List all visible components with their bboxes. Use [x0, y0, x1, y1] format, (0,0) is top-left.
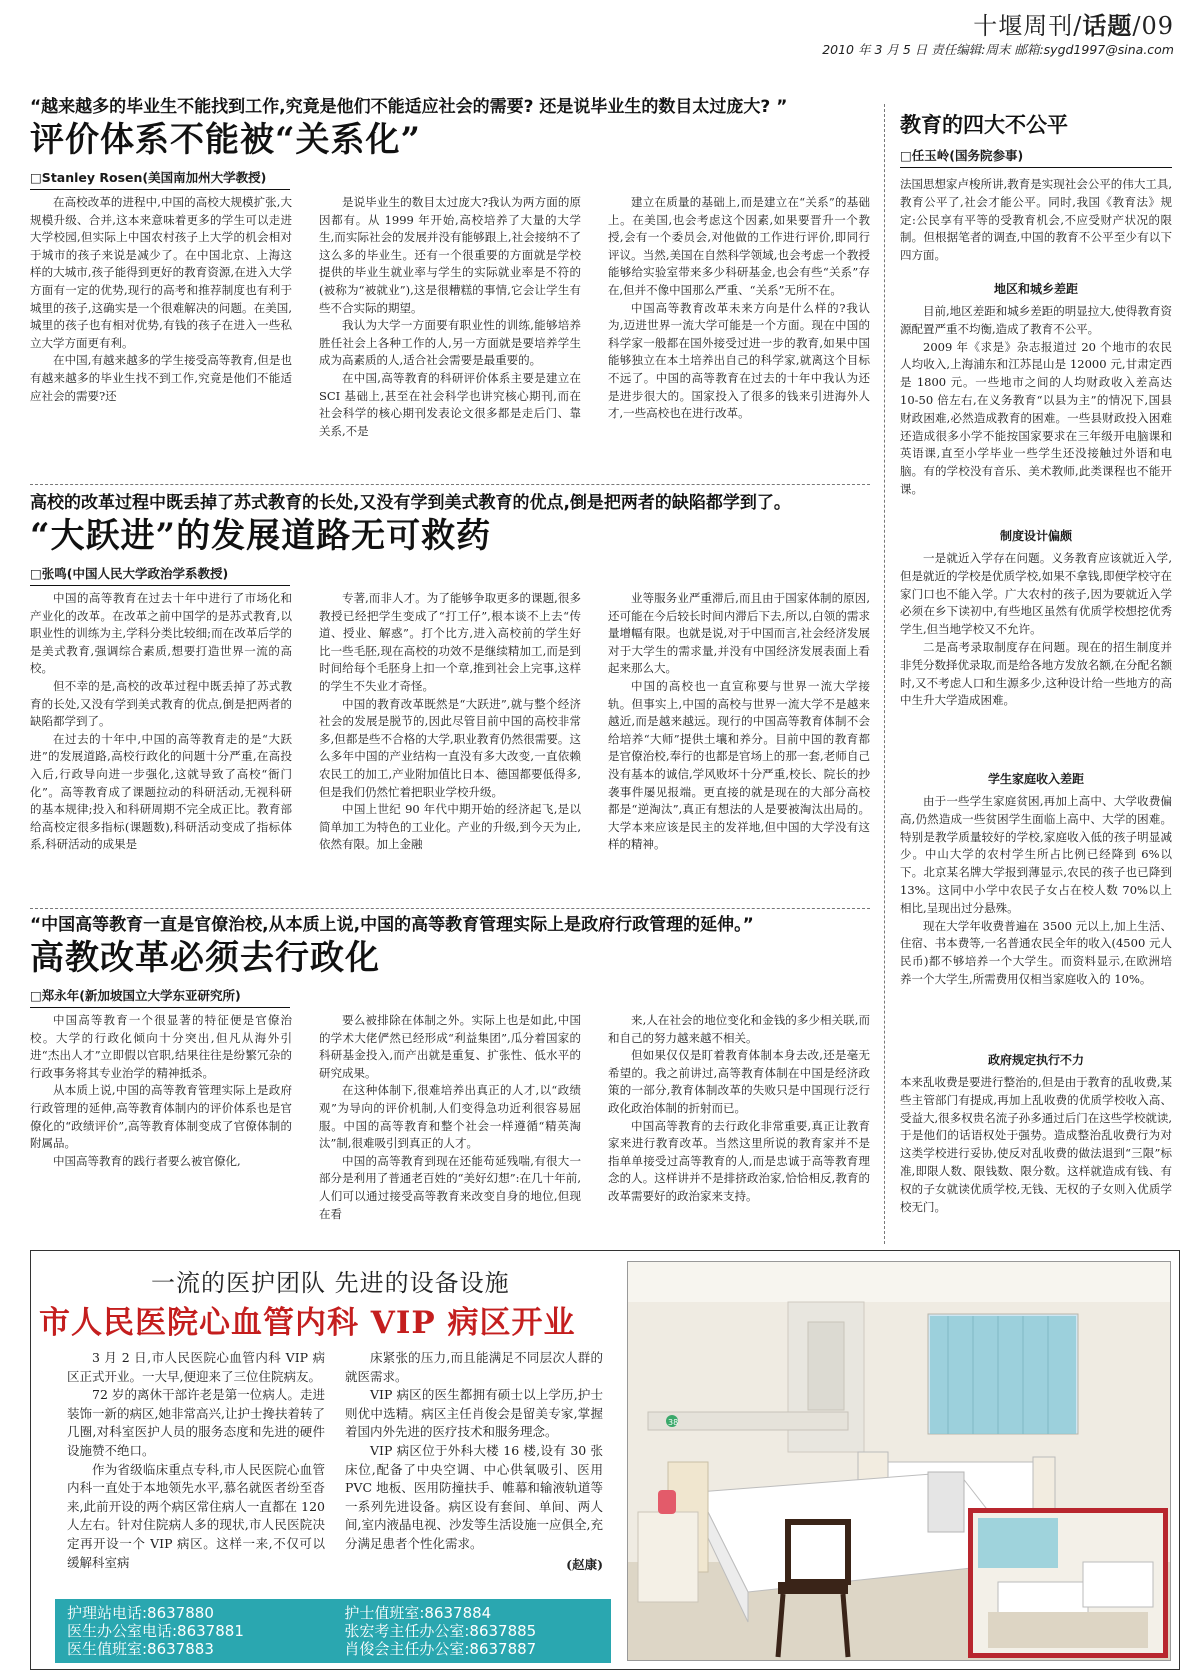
date-editor-line: 2010 年 3 月 5 日 责任编辑:周末 邮箱:sygd1997@sina.com [822, 42, 1174, 57]
contact-director-xiao: 肖俊会主任办公室:8637887 [344, 1640, 537, 1658]
article-column: 业等服务业严重滞后,而且由于国家体制的原因,还可能在今后较长时间内滞后下去,所以,白领的需求量增幅有限。也就是说,对于中国而言,社会经济发展对于大学生的需求量,并没有中国经济发展表面上看起来那么大。 中国的高校也一直宣称要与世界一流大学接轨。但事实上,中国的高校与世界一流大学不是越来越近,而是越来越远。现行的中国高等教育体制不会给培养“大师”提供土壤和养分。目前中国的教育都是官僚治校,奉行的也都是官场上的那一套,老师自己没有基本的诚信,学风败坏十分严重,校长、院长的抄袭事件屡见报端。更直接的就是现在的大部分高校都是“逆淘汰”,真正有想法的人是要被淘汰出局的。大学本来应该是民主的发祥地,但中国的大学没有这样的精神。 [608, 591, 870, 852]
ad-column-text: 床紧张的压力,而且能满足不同层次人群的就医需求。 VIP 病区的医生都拥有硕士以上学历,护士则优中选精。病区主任肖俊会是留美专家,掌握着国内外先进的医疗技术和服务理念。 VIP 病区位于外科大楼 16 楼,设有 30 张床位,配备了中央空调、中心供氧吸引、医用 PVC 地板、医用防撞扶手、帷幕和输液轨道等一系列先进设备。病区设有套间、单间、两人间,室内液晶电视、沙发等生活设施一应俱全,充分满足患者个性化需求。 [345, 1350, 603, 1551]
contact-doctor-office: 医生办公室电话:8637881 [67, 1622, 244, 1640]
section-name: 话题 [1082, 11, 1133, 40]
newspaper-title: 十堰周刊/话题/09 [973, 11, 1174, 40]
sidebar-byline: □任玉岭(国务院参事) [900, 146, 1172, 168]
article-quote: “中国高等教育一直是官僚治校,从本质上说,中国的高等教育管理实际上是政府行政管理的延伸。” [30, 915, 754, 935]
sidebar-four-inequalities [900, 110, 1172, 1234]
ad-title: 市人民医院心血管内科 VIP 病区开业 [39, 1305, 576, 1341]
article-byline: □郑永年(新加坡国立大学东亚研究所) [30, 986, 290, 1008]
title-prefix: 十堰周刊 [973, 12, 1074, 40]
page-number: /09 [1132, 12, 1174, 40]
article-column: 是说毕业生的数目太过庞大?我认为两方面的原因都有。从 1999 年开始,高校培养了大量的大学生,而实际社会的发展并没有能够跟上,社会接纳不了这么多的毕业生。还有一个很重要的方面就是学校提供的毕业生就业率与学生的实际就业率是不符的(被称为“被就业”),这是很糟糕的事情,它会让学生有些不合实际的期望。 我认为大学一方面要有职业性的训练,能够培养胜任社会上各种工作的人,另一方面就是要培养学生成为高素质的人,适合社会需要是最重要的。 在中国,高等教育的科研评价体系主要是建立在SCI 基础上,甚至在社会科学也讲究核心期刊,而在社会科学的核心期刊发表论文很多都是走后门、靠关系,不是 [319, 195, 581, 438]
article-de-administration [30, 914, 870, 1242]
article-column: 中国高等教育一个很显著的特征便是官僚治校。大学的行政化倾向十分突出,但凡从海外引进“杰出人才”立即假以官职,结果往往是纷繁冗杂的行政事务将其专业治学的精神抵杀。 从本质上说,中国的高等教育管理实际上是政府行政管理的延伸,高等教育体制内的评价体系也是官僚化的“政绩评价”,高等教育体制变成了官僚体制的附属品。 中国高等教育的践行者要么被官僚化, [30, 1013, 292, 1168]
article-column: 要么被排除在体制之外。实际上也是如此,中国的学术大佬俨然已经形成“利益集团”,瓜分着国家的科研基金投入,而产出就是重复、扩张性、低水平的研究成果。 在这种体制下,很难培养出真正的人才,以“政绩观”为导向的评价机制,人们变得急功近利很容易屈服。中国的高等教育和整个社会一样遵循“精英淘汰”制,很难吸引到真正的人才。 中国的高等教育到现在还能苟延残喘,有很大一部分是利用了普通老百姓的“美好幻想”:在几十年前,人们可以通过接受高等教育来改变自身的地位,但现在看 [319, 1013, 581, 1221]
section-divider [30, 484, 870, 485]
sidebar-section-body: 本来乱收费是要进行整治的,但是由于教育的乱收费,某些主管部门有提成,再加上乱收费的优质学校收入高、受益大,很多权贵名流子孙多通过后门在这些学校就读,于是他们的话语权处于强势。造成整治乱收费行为对这类学校进行妥协,使反对乱收费的做法退到“三限”标准,即限人数、限钱数、限分数。这样就造成有钱、有权的子女就读优质学校,无钱、无权的子女则入优质学校无门。 [900, 1075, 1172, 1214]
ad-body [67, 1349, 603, 1611]
ad-column [345, 1349, 603, 1611]
article-evaluation-system [30, 96, 870, 484]
hospital-advertisement [30, 1250, 1180, 1670]
ad-column: 3 月 2 日,市人民医院心血管内科 VIP 病区正式开业。一大早,便迎来了三位住院病友。 72 岁的离休干部许老是第一位病人。走进装饰一新的病区,她非常高兴,让护士搀扶着转了几圈,对科室医护人员的服务态度和先进的硬件设施赞不绝口。 作为省级临床重点专科,市人民医院心血管内科一直处于本地领先水平,慕名就医者纷至沓来,此前开设的两个病区常住病人一直都在 120 人左右。针对住院病人多的现状,市人民医院决定再开设一个 VIP 病区。这样一来,不仅可以缓解科室病 [67, 1350, 325, 1570]
article-column: 中国的高等教育在过去十年中进行了市场化和产业化的改革。在改革之前中国学的是苏式教育,以职业性的训练为主,学科分类比较细;而在改革后学的是美式教育,强调综合素质,想要打造世界一流的高校。 但不幸的是,高校的改革过程中既丢掉了苏式教育的长处,又没有学到美式教育的优点,倒是把两者的缺陷都学到了。 在过去的十年中,中国的高等教育走的是“大跃进”的发展道路,高校行政化的问题十分严重,在高投入后,行政导向进一步强化,这就导致了高校“衙门化”。高等教育成了课题拉动的科研活动,无视科研的基本规律;投入和科研周期不完全成正比。教育部给高校定很多指标(课题数),科研活动变成了指标体系,科研活动的成果是 [30, 591, 292, 852]
contact-nurse-duty: 护士值班室:8637884 [344, 1604, 492, 1622]
article-headline: 高教改革必须去行政化 [30, 938, 380, 978]
sidebar-section-heading: 地区和城乡差距 [993, 282, 1078, 296]
article-quote: “越来越多的毕业生不能找到工作,究竟是他们不能适应社会的需要? 还是说毕业生的数目太过庞大? ” [30, 97, 788, 117]
sidebar-section-body: 一是就近入学存在问题。义务教育应该就近入学,但是就近的学校是优质学校,如果不拿钱,即便学校守在家门口也不能入学。广大农村的孩子,因为要就近入学必须在乡下读初中,有些地区虽然有优质学校想挖优秀学生,但当地学校又不允许。 二是高考录取制度存在问题。现在的招生制度并非凭分数择优录取,而是给各地方发放名额,在分配名额时,又不考虑人口和生源多少,这种设计给一些地方的高中生升大学造成困难。 [900, 551, 1172, 708]
article-column: 建立在质量的基础上,而是建立在“关系”的基础上。在美国,也会考虑这个因素,如果要晋升一个教授,会有一个委员会,对他做的工作进行评价,即同行评议。当然,美国在自然科学领域,也会考虑一个教授能够给实验室带来多少科研基金,也会有些“关系”存在,但并不像中国那么严重、“关系”无所不在。 中国高等教育改革未来方向是什么样的?我认为,迈进世界一流大学可能是一个方面。现在中国的科学家一般都在国外接受过进一步的教育,如果中国能够独立在本土培养出自己的科学家,就离这个目标不远了。中国的高等教育在过去的十年中我认为还是进步很大的。国家投入了很多的钱来引进海外人才,一些高校也在进行改革。 [608, 195, 870, 421]
bed-number-label: 38 [668, 1418, 679, 1427]
sidebar-section-body: 由于一些学生家庭贫困,再加上高中、大学收费偏高,仍然造成一些贫困学生面临上高中、大学的困难。特别是教学质量较好的学校,家庭收入低的孩子明显减少。中山大学的农村学生所占比例已经降到 6%以下。北京某名牌大学报到薄显示,农民的孩子也已降到 13%。这同中小学中农民子女占在校人数 70%以上相比,呈现出过分悬殊。 现在大学年收费普遍在 3500 元以上,加上生活、住宿、书本费等,一名普通农民全年的收入(4500 元人民币)都不够培养一个大学生。而资料显示,在欧洲培养一个大学生,所需费用仅相当家庭收入的 10%。 [900, 794, 1172, 986]
section-divider [30, 908, 870, 909]
column-divider [884, 104, 885, 1244]
ad-contact-box [55, 1599, 611, 1663]
article-column: 专著,而非人才。为了能够争取更多的课题,很多教授已经把学生变成了“打工仔”,根本谈不上去“传道、授业、解惑”。打个比方,进入高校前的学生好比一些毛胚,现在高校的功效不是继续精加工,而是到时间给每个毛胚身上扣一个章,推到社会上完事,这样的学生不失业才奇怪。 中国的教育改革既然是“大跃进”,就与整个经济社会的发展是脱节的,因此尽管目前中国的高校非常多,但都是些不合格的大学,职业教育仍然很需要。这么多年中国的产业结构一直没有多大改变,一直依赖农民工的加工,产业附加值比日本、德国都要低得多,但是我们仍然忙着把职业学校升级。 中国上世纪 90 年代中期开始的经济起飞,是以简单加工为特色的工业化。产业的升级,到今天为止,依然有限。加上金融 [319, 591, 581, 852]
article-great-leap [30, 492, 870, 905]
article-column: 在高校改革的进程中,中国的高校大规模扩张,大规模升级、合并,这本来意味着更多的学生可以走进大学校园,但实际上中国农村孩子上大学的机会相对于城市的孩子来说是减少了。在中国北京、上海这样的大城市,孩子能得到更好的教育资源,在进入大学方面有一定的优势,现行的高考和推荐制度也有利于城里的孩子,这确实是一个很难解决的问题。在美国,城里的孩子也有相对优势,有钱的孩子在进入一些私立大学方面更有利。 在中国,有越来越多的学生接受高等教育,但是也有越来越多的毕业生找不到工作,究竟是他们不能适应社会的需要?还 [30, 195, 292, 403]
sidebar-section-heading: 制度设计偏颇 [999, 529, 1072, 543]
ad-signature: (赵康) [566, 1556, 603, 1572]
ward-photo [627, 1261, 1171, 1661]
sidebar-section-heading: 学生家庭收入差距 [987, 772, 1084, 786]
article-byline: □Stanley Rosen(美国南加州大学教授) [30, 168, 290, 190]
sidebar-intro: 法国思想家卢梭所讲,教育是实现社会公平的伟大工具,教育公平了,社会才能公平。同时,我国《教育法》规定:公民享有平等的受教育机会,不应受财产状况的限制。但根据笔者的调查,中国的教育不公平至少有以下四方面。 [900, 177, 1172, 263]
article-quote: 高校的改革过程中既丢掉了苏式教育的长处,又没有学到美式教育的优点,倒是把两者的缺陷都学到了。 [30, 493, 791, 513]
article-column: 来,人在社会的地位变化和金钱的多少相关联,而和自己的努力越来越不相关。 但如果仅仅是盯着教育体制本身去改,还是毫无希望的。我之前讲过,高等教育体制在中国是经济政策的一部分,教育体制改革的失败只是中国现行泛行政化政治体制的折射而已。 中国高等教育的去行政化非常重要,真正让教育家来进行教育改革。当然这里所说的教育家并不是指单单接受过高等教育的人,而是忠诚于高等教育理念的人。这样讲并不是排挤政治家,恰恰相反,教育的改革需要好的政治家来支持。 [608, 1013, 870, 1203]
sidebar-section-body: 目前,地区差距和城乡差距的明显拉大,使得教育资源配置严重不均衡,造成了教育不公平。 2009 年《求是》杂志报道过 20 个地市的农民人均收入,上海浦东和江苏昆山是 12000 元,甘肃定西是 1800 元。一些地市之间的人均财政收入差高达 10-50 倍左右,在义务教育“以县为主”的情况下,国县财政困难,必然造成教育的困难。一些县财政投入困难还造成很多小学不能按国家要求在三年级开电脑课和英语课,直至小学毕业一些学生还没接触过外语和电脑。有的学校没有音乐、美术教师,此类课程也不能开课。 [900, 304, 1172, 496]
ad-tagline: 一流的医护团队 先进的设备设施 [151, 1269, 510, 1297]
ward-illustration [628, 1262, 1171, 1661]
contact-nurse-station: 护理站电话:8637880 [67, 1604, 214, 1622]
article-headline: 评价体系不能被“关系化” [30, 120, 422, 160]
sidebar-section-heading: 政府规定执行不力 [987, 1053, 1084, 1067]
contact-doctor-duty: 医生值班室:8637883 [67, 1640, 214, 1658]
article-headline: “大跃进”的发展道路无可救药 [30, 516, 492, 556]
article-byline: □张鸣(中国人民大学政治学系教授) [30, 564, 290, 586]
contact-director-zhang: 张宏考主任办公室:8637885 [344, 1622, 537, 1640]
masthead [30, 4, 1180, 60]
sidebar-title: 教育的四大不公平 [900, 112, 1068, 137]
